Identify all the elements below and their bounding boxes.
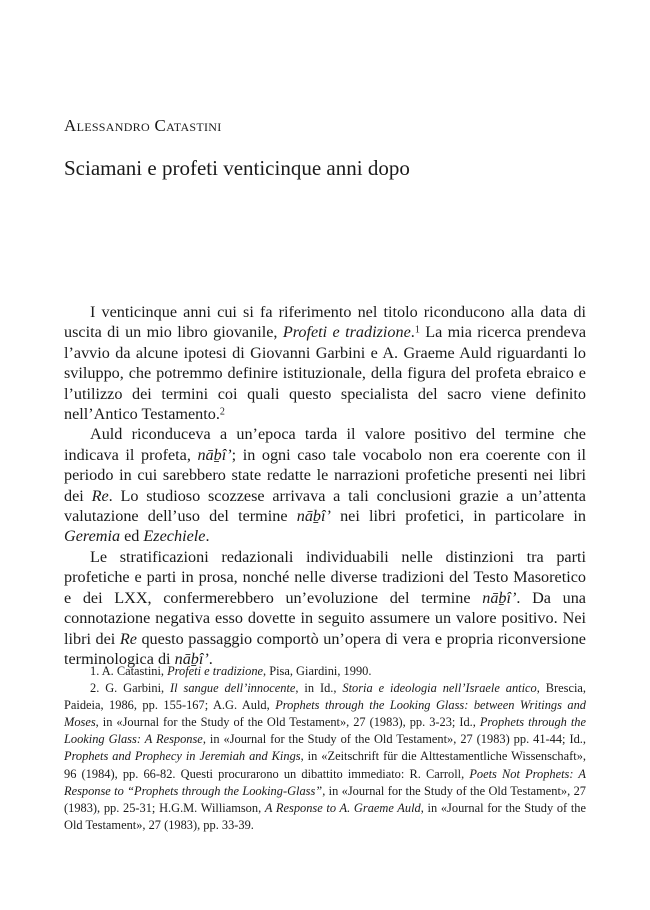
italic-text: Poets Not Prophets: A Response to “Prophets through the Looking-Glass”	[64, 766, 586, 798]
italic-text: Geremia	[64, 527, 121, 546]
author-name: Alessandro Catastini	[64, 116, 222, 135]
chapter-title: Sciamani e profeti venticinque anni dopo	[64, 156, 410, 180]
paragraph-3: Le stratificazioni redazionali individuabili nelle distinzioni tra parti profetiche e parti in prosa, nonché nelle diverse tradizioni del Testo Masoretico e dei LXX, confermerebbero un’evoluzione del termine nāḇî’. Da una connotazione negativa esso dovette in seguito assumere un valore positivo. Nei libri dei Re questo passaggio comportò un’opera di vera e propria riconversione terminologica di nāḇî’.	[64, 547, 586, 668]
footnote-ref-1[interactable]: 1	[414, 324, 420, 336]
italic-text: nāḇî’	[482, 588, 517, 607]
paragraph-1: I venticinque anni cui si fa riferimento nel titolo riconducono alla data di uscita di un mio libro giovanile, Profeti e tradizione.$^1$ La mia ricerca prendeva l’avvio da alcune ipotesi di Giovanni Garbini e A. Graeme Auld riguardanti lo sviluppo, che potremmo definire istituzionale, della figura del profeta ebraico e l’utilizzo dei termini coi quali questo specialista del sacro viene definito nell’Antico Testamento.$^2$	[64, 303, 587, 424]
footnote-1: 1. A. Catastini, Profeti e tradizione, Pisa, Giardini, 1990.	[90, 664, 372, 678]
italic-text: Re	[119, 629, 137, 648]
body-text	[64, 302, 586, 669]
italic-text: Prophets through the Looking Glass: between Writings and Moses	[64, 698, 586, 730]
italic-text: Il sangue dell’innocente	[170, 681, 296, 696]
italic-text: nāḇî’	[296, 507, 331, 526]
italic-text: Ezechiele	[143, 527, 206, 546]
italic-text: A Response to A. Graeme Auld	[264, 800, 421, 815]
italic-text: nāḇî’	[174, 649, 209, 668]
italic-text: Storia e ideologia nell’Israele antico	[342, 681, 537, 696]
italic-text: Prophets and Prophecy in Jeremiah and Kings	[64, 749, 301, 764]
footnote-ref-2[interactable]: 2	[219, 406, 225, 418]
italic-text: Re	[91, 486, 109, 505]
paragraph-2: Auld riconduceva a un’epoca tarda il valore positivo del termine che indicava il profeta, nāḇî’; in ogni caso tale vocabolo non era coerente con il periodo in cui sarebbero state redatte le narrazioni profetiche presenti nei libri dei Re. Lo studioso scozzese arrivava a tali conclusioni grazie a un’attenta valutazione dell’uso del termine nāḇî’ nei libri profetici, in particolare in Geremia ed Ezechiele.	[64, 425, 586, 546]
italic-text: nāḇî’	[197, 445, 232, 464]
footnote-2: 2. G. Garbini, Il sangue dell’innocente, in Id., Storia e ideologia nell’Israele antico, Brescia, Paideia, 1986, pp. 155-167; A.G. Auld, Prophets through the Looking Glass: between Writings and Moses, in «Journal for the Study of the Old Testament», 27 (1983), pp. 3-23; Id., Prophets through the Looking Glass: A Response, in «Journal for the Study of the Old Testament», 27 (1983) pp. 41-44; Id., Prophets and Prophecy in Jeremiah and Kings, in «Zeitschrift für die Alttestamentliche Wissenschaft», 96 (1984), pp. 66-82. Questi procurarono un dibattito immediato: R. Carroll, Poets Not Prophets: A Response to “Prophets through the Looking-Glass”, in «Journal for the Study of the Old Testament», 27 (1983), pp. 25-31; H.G.M. Williamson, A Response to A. Graeme Auld, in «Journal for the Study of the Old Testament», 27 (1983), pp. 33-39.	[64, 681, 586, 832]
italic-text: Profeti e tradizione	[282, 323, 411, 342]
footnotes	[64, 663, 586, 834]
italic-text: Profeti e tradizione	[167, 664, 264, 678]
italic-text: Prophets through the Looking Glass: A Response	[64, 715, 586, 747]
